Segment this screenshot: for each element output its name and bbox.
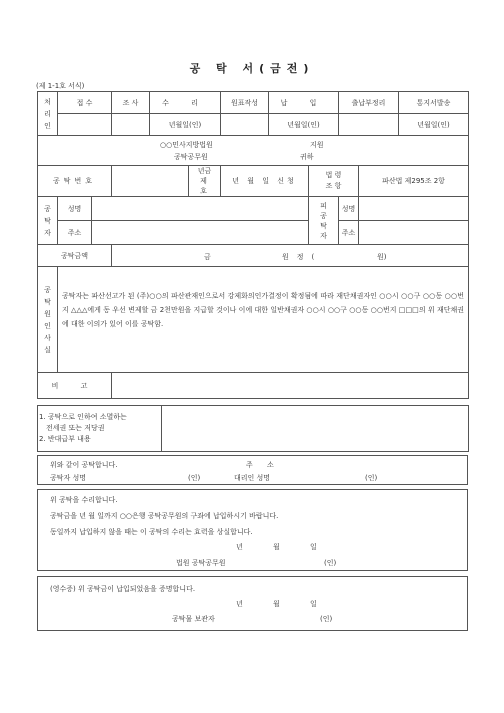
court-name: ○○민사지방법원	[160, 141, 213, 149]
declaration-addr: 주 소	[246, 461, 280, 469]
acceptance-officer: 법원 공탁공무원	[176, 559, 226, 567]
receipt-box	[37, 576, 468, 631]
deposit-no-field[interactable]	[112, 166, 189, 197]
process-cell-ledger[interactable]	[221, 114, 269, 136]
receipt-seal: (인)	[320, 615, 333, 623]
depositee-addr-label: 주소	[339, 221, 359, 245]
acceptance-date: 년 월 일	[236, 543, 331, 551]
notes-labels	[38, 406, 162, 452]
court-to: 귀하	[300, 153, 314, 161]
depositee-name-field[interactable]	[359, 197, 469, 221]
acceptance-line-1: 위 공탁을 수리합니다.	[50, 496, 118, 504]
depositor-addr-label: 주소	[58, 221, 92, 245]
form-number: (제 1-1호 서식)	[36, 82, 85, 90]
remark-field[interactable]	[112, 373, 469, 399]
notes-table	[37, 405, 469, 452]
process-header-cashbook: 출납부정리	[339, 92, 399, 114]
document-title: 공 탁 서(금전)	[189, 62, 315, 75]
deposit-law-label: 법 령 조 항	[309, 166, 359, 197]
process-cell-payment-date: 년월일(인)	[269, 114, 339, 136]
declaration-text: 위와 같이 공탁합니다.	[50, 461, 118, 469]
depositor-label: 공 탁 자	[38, 197, 58, 245]
declaration-name: 공탁자 성명	[50, 474, 87, 482]
process-cell-receipt[interactable]	[58, 114, 112, 136]
deposit-no-suffix: 제 호	[200, 177, 215, 195]
depositee-addr-field[interactable]	[359, 221, 469, 245]
amount-gold: 금	[204, 252, 211, 261]
notes-field[interactable]	[162, 406, 469, 452]
process-label: 처 리 인	[38, 92, 58, 136]
declaration-seal-2: (인)	[365, 474, 378, 482]
declaration-box	[37, 455, 468, 485]
note-1-detail: 전세권 또는 저당권	[46, 424, 105, 432]
process-cell-accept-date: 년월일(인)	[150, 114, 221, 136]
declaration-agent: 대리인 성명	[234, 474, 271, 482]
depositor-addr-field[interactable]	[92, 221, 309, 245]
deposit-year-no	[189, 166, 221, 197]
deposit-law-value: 파산법 제295조 2항	[359, 166, 469, 197]
receipt-date: 년 월 일	[236, 600, 331, 608]
court-addressee	[38, 136, 469, 166]
deposit-year-label: 년금	[197, 167, 212, 175]
receipt-keeper: 공탁물 보관자	[172, 615, 215, 623]
deposit-form-table	[37, 91, 469, 399]
amount-won-close: 원)	[377, 252, 387, 261]
process-header-accept: 수 리	[150, 92, 221, 114]
process-header-review: 조 사	[112, 92, 150, 114]
acceptance-line-3: 동일까지 납입하지 않을 때는 이 공탁의 수리는 효력을 상실합니다.	[50, 528, 253, 536]
depositor-name-field[interactable]	[92, 197, 309, 221]
note-1: 1. 공탁으로 인하여 소멸하는	[39, 413, 127, 421]
depositee-name-label: 성명	[339, 197, 359, 221]
cause-label: 공 탁 원 인 사 실	[38, 267, 58, 373]
amount-value-cell	[112, 245, 469, 267]
receipt-line-1: (영수증) 위 공탁금이 납입되었음을 증명합니다.	[50, 585, 196, 593]
declaration-seal-1: (인)	[188, 474, 201, 482]
acceptance-box	[37, 489, 468, 571]
court-branch: 지원	[310, 141, 324, 149]
amount-label: 공탁금액	[38, 245, 112, 267]
process-header-ledger: 원표작성	[221, 92, 269, 114]
process-cell-notice-date: 년월일(인)	[399, 114, 469, 136]
acceptance-line-2: 공탁금을 년 월 일까지 ○○은행 공탁공무원의 구좌에 납입하시기 바랍니다.	[50, 512, 279, 520]
note-2: 2. 반대급부 내용	[39, 435, 91, 443]
court-officer: 공탁공무원	[174, 153, 208, 161]
process-header-receipt: 접 수	[58, 92, 112, 114]
acceptance-seal: (인)	[324, 559, 337, 567]
process-header-payment: 납 입	[269, 92, 339, 114]
process-header-notice: 통지서발송	[399, 92, 469, 114]
amount-won: 원정(	[282, 252, 323, 261]
deposit-no-label: 공탁번호	[38, 166, 112, 197]
remark-label: 비 고	[38, 373, 112, 399]
depositor-name-label: 성명	[58, 197, 92, 221]
depositee-label: 피 공 탁 자	[309, 197, 339, 245]
process-cell-review[interactable]	[112, 114, 150, 136]
cause-text: 공탁자는 파산선고가 된 (주)○○의 파산관재인으로서 강제화의인가결정이 확정됨에 따라 재단채권자인 ○○시 ○○구 ○○동 ○○번지 △△△에게 동 우선 변제할 금 2천만원을 지급할 것이나 이에 대한 일반채권자 ○○시 ○○구 ○○동 ○○번지 □□□의 위 재단채권에 대한 이의가 있어 이를 공탁함.	[58, 267, 469, 373]
process-cell-cashbook[interactable]	[339, 114, 399, 136]
deposit-apply-date: 년 월 일 신청	[221, 166, 309, 197]
